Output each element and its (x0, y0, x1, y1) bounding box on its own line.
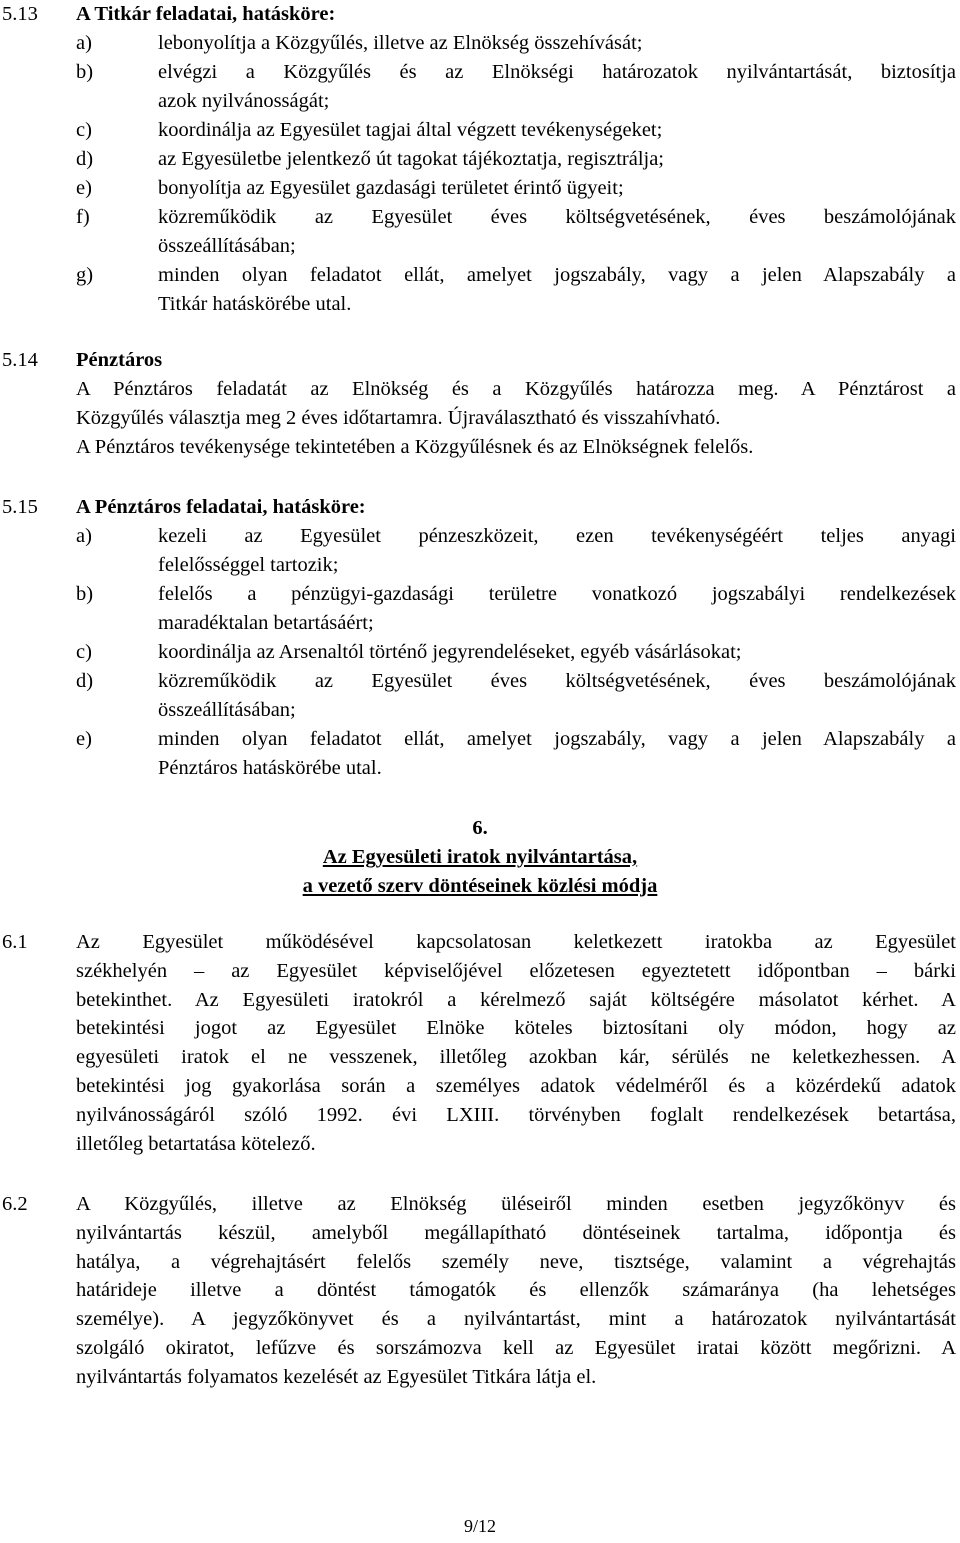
text-line: kezeli az Egyesület pénzeszközeit, ezen tevékenységéért teljes anyagi (158, 525, 956, 547)
item-text (158, 261, 956, 319)
text-line: betekintési jog gyakorlása során a személyes adatok védelméről és a közérdekű adatok (76, 1074, 956, 1097)
text-line: összeállításában; (158, 235, 296, 257)
paragraph-text (76, 928, 956, 1158)
item-label: c) (76, 641, 92, 663)
item-label: g) (76, 264, 94, 286)
text-line: nyilvántartás készül, amelyből megállapítható döntéseinek tartalma, időpontja és (76, 1221, 956, 1244)
chapter-title-text: Az Egyesületi iratok nyilvántartása, (322, 846, 638, 868)
text-line: elvégzi a Közgyűlés és az Elnökségi határozatok nyilvántartását, biztosítja (158, 61, 956, 83)
section-number: 6.1 (2, 931, 28, 953)
chapter-title-line-1 (0, 843, 960, 872)
item-text (158, 522, 956, 580)
item-label: f) (76, 206, 90, 228)
text-line: A Pénztáros feladatát az Elnökség és a Közgyűlés határozza meg. A Pénztárost a (76, 378, 956, 400)
item-text (158, 116, 956, 145)
text-line: betekinthet. Az Egyesületi iratokról a kérelmező saját költségére másolatot kérhet. A (76, 988, 956, 1011)
item-label: d) (76, 670, 94, 692)
text-line: összeállításában; (158, 699, 296, 721)
text-line: Közgyűlés választja meg 2 éves időtartamra. Újraválasztható és visszahívható. (76, 406, 721, 429)
item-text (158, 145, 956, 174)
text-line: székhelyén – az Egyesület képviselőjével előzetesen egyeztetett időpontban – bárki (76, 959, 956, 982)
section-number: 6.2 (2, 1193, 28, 1215)
text-line: nyilvántartás folyamatos kezelését az Egyesület Titkára látja el. (76, 1365, 597, 1388)
text-line: hatálya, a végrehajtásért felelős személy neve, tisztsége, valamint a végrehajtás (76, 1250, 956, 1273)
item-label: a) (76, 32, 92, 54)
item-text (158, 638, 956, 667)
text-line: felelős a pénzügyi-gazdasági területre vonatkozó jogszabályi rendelkezések (158, 583, 956, 605)
item-label: c) (76, 119, 92, 141)
item-label: e) (76, 728, 92, 750)
text-line: minden olyan feladatot ellát, amelyet jogszabály, vagy a jelen Alapszabály a (158, 264, 956, 286)
paragraph-text (76, 1190, 956, 1392)
section-number: 5.13 (2, 3, 38, 25)
section-heading: A Titkár feladatai, hatásköre: (76, 3, 336, 25)
item-label: b) (76, 583, 94, 605)
item-label: b) (76, 61, 94, 83)
section-heading: Pénztáros (76, 349, 163, 371)
section-number: 5.14 (2, 349, 38, 371)
text-line: maradéktalan betartásáért; (158, 612, 374, 634)
item-text (158, 725, 956, 783)
paragraph-text (76, 375, 956, 461)
item-text (158, 29, 956, 58)
chapter-number: 6. (472, 817, 488, 839)
text-line: az Egyesületbe jelentkező út tagokat tájékoztatja, regisztrálja; (158, 148, 665, 170)
page-number: 9/12 (463, 1516, 496, 1536)
text-line: koordinálja az Egyesület tagjai által végzett tevékenységeket; (158, 119, 663, 141)
text-line: A Közgyűlés, illetve az Elnökség üléseiről minden esetben jegyzőkönyv és (76, 1193, 956, 1215)
section-number: 5.15 (2, 496, 38, 518)
text-line: nyilvánosságáról szóló 1992. évi LXIII. törvényben foglalt rendelkezések betartása, (76, 1103, 956, 1126)
text-line: illetőleg betartatása kötelező. (76, 1132, 316, 1155)
text-line: koordinálja az Arsenaltól történő jegyrendeléseket, egyéb vásárlásokat; (158, 641, 742, 663)
text-line: közreműködik az Egyesület éves költségvetésének, éves beszámolójának (158, 670, 956, 692)
text-line: szolgáló okiratot, lefűzve és sorszámozva kell az Egyesület iratai között megőrizni. A (76, 1336, 956, 1359)
item-label: d) (76, 148, 94, 170)
chapter-title-text: a vezető szerv döntéseinek közlési módja (302, 875, 658, 897)
item-text (158, 667, 956, 725)
item-text (158, 580, 956, 638)
text-line: személye). A jegyzőkönyvet és a nyilvántartást, mint a határozatok nyilvántartását (76, 1308, 956, 1331)
text-line: határideje illetve a döntést támogatók és ellenzők számaránya (ha lehetséges (76, 1279, 956, 1302)
chapter-title-line-2 (0, 872, 960, 901)
section-heading: A Pénztáros feladatai, hatásköre: (76, 496, 366, 518)
text-line: Az Egyesület működésével kapcsolatosan keletkezett iratokba az Egyesület (76, 931, 956, 953)
text-line: betekintési jogot az Egyesület Elnöke köteles biztosítani oly módon, hogy az (76, 1017, 956, 1040)
text-line: minden olyan feladatot ellát, amelyet jogszabály, vagy a jelen Alapszabály a (158, 728, 956, 750)
item-text (158, 58, 956, 116)
text-line: felelősséggel tartozik; (158, 554, 339, 576)
text-line: azok nyilvánosságát; (158, 90, 330, 112)
item-text (158, 203, 956, 261)
item-label: a) (76, 525, 92, 547)
text-line: közreműködik az Egyesület éves költségvetésének, éves beszámolójának (158, 206, 956, 228)
text-line: Titkár hatáskörébe utal. (158, 293, 352, 315)
item-text (158, 174, 956, 203)
text-line: A Pénztáros tevékenysége tekintetében a Közgyűlésnek és az Elnökségnek felelős. (76, 435, 754, 458)
text-line: lebonyolítja a Közgyűlés, illetve az Elnökség összehívását; (158, 32, 643, 54)
text-line: bonyolítja az Egyesület gazdasági területet érintő ügyeit; (158, 177, 624, 199)
text-line: Pénztáros hatáskörébe utal. (158, 757, 382, 779)
text-line: egyesületi iratok el ne vesszenek, illetőleg azokban kár, sérülés ne keletkezhessen. A (76, 1046, 956, 1069)
item-label: e) (76, 177, 92, 199)
